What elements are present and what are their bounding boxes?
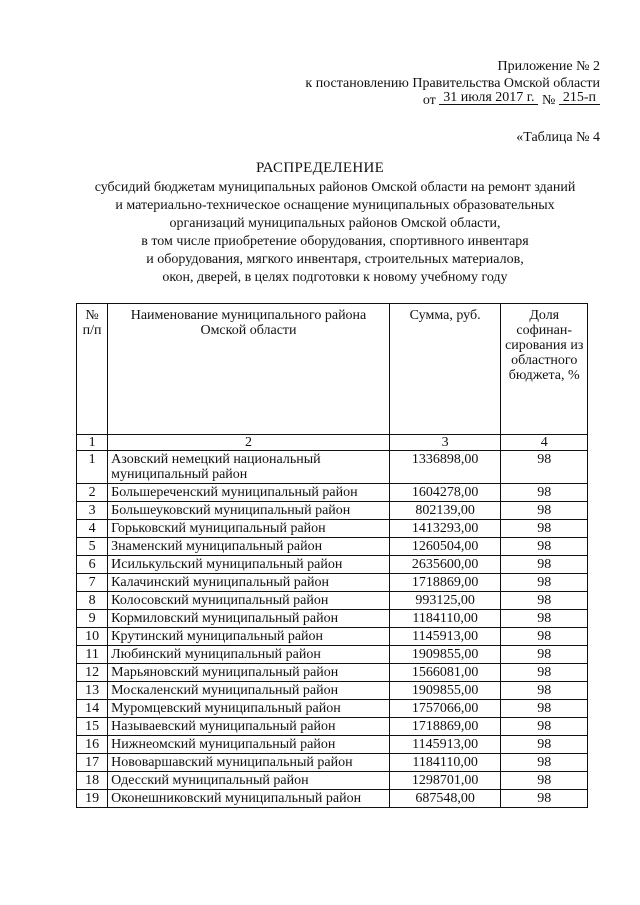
- row-number: 15: [77, 718, 108, 736]
- appendix-date-line: [305, 92, 600, 109]
- row-number: 13: [77, 682, 108, 700]
- table-body: [77, 451, 588, 808]
- row-number: 4: [77, 520, 108, 538]
- subsidy-sum: 1184110,00: [389, 754, 501, 772]
- document-title: РАСПРЕДЕЛЕНИЕ: [255, 160, 385, 176]
- subtitle-line: и оборудования, мягкого инвентаря, строительных материалов,: [146, 252, 524, 267]
- cofinancing-share: 98: [501, 592, 588, 610]
- district-name: Любинский муниципальный район: [108, 646, 390, 664]
- row-number: 8: [77, 592, 108, 610]
- row-number: 19: [77, 790, 108, 808]
- subsidy-sum: 802139,00: [389, 502, 501, 520]
- subsidy-sum: 993125,00: [389, 592, 501, 610]
- row-number: 1: [77, 451, 108, 484]
- appendix-block: [305, 58, 600, 109]
- table-row: [77, 502, 588, 520]
- row-number: 6: [77, 556, 108, 574]
- district-name: Называевский муниципальный район: [108, 718, 390, 736]
- district-name: Знаменский муниципальный район: [108, 538, 390, 556]
- cofinancing-share: 98: [501, 610, 588, 628]
- row-number: 2: [77, 484, 108, 502]
- district-name: Москаленский муниципальный район: [108, 682, 390, 700]
- table-row: [77, 790, 588, 808]
- row-number: 7: [77, 574, 108, 592]
- distribution-table: [76, 303, 588, 808]
- subsidy-sum: 687548,00: [389, 790, 501, 808]
- header-share: Доля софинан-сирования из областного бюджета, %: [501, 304, 588, 435]
- header-num: № п/п: [77, 304, 108, 435]
- index-cell: 2: [108, 435, 390, 451]
- table-row: [77, 574, 588, 592]
- cofinancing-share: 98: [501, 520, 588, 538]
- district-name: Нововаршавский муниципальный район: [108, 754, 390, 772]
- table-row: [77, 484, 588, 502]
- row-number: 3: [77, 502, 108, 520]
- subsidy-sum: 2635600,00: [389, 556, 501, 574]
- document-subtitle: [70, 179, 600, 287]
- row-number: 5: [77, 538, 108, 556]
- header-name: Наименование муниципального района Омской области: [108, 304, 390, 435]
- subsidy-sum: 1566081,00: [389, 664, 501, 682]
- table-header-row: [77, 304, 588, 435]
- district-name: Крутинский муниципальный район: [108, 628, 390, 646]
- cofinancing-share: 98: [501, 682, 588, 700]
- appendix-line-2: к постановлению Правительства Омской области: [305, 76, 600, 91]
- subsidy-sum: 1298701,00: [389, 772, 501, 790]
- district-name: Оконешниковский муниципальный район: [108, 790, 390, 808]
- table-row: [77, 718, 588, 736]
- table-row: [77, 556, 588, 574]
- header-sum: Сумма, руб.: [389, 304, 501, 435]
- table-row: [77, 610, 588, 628]
- cofinancing-share: 98: [501, 628, 588, 646]
- district-name: Марьяновский муниципальный район: [108, 664, 390, 682]
- subsidy-sum: 1757066,00: [389, 700, 501, 718]
- subtitle-line: и материально-техническое оснащение муниципальных образовательных: [115, 198, 555, 213]
- table-row: [77, 628, 588, 646]
- subsidy-sum: 1718869,00: [389, 718, 501, 736]
- cofinancing-share: 98: [501, 556, 588, 574]
- table-row: [77, 700, 588, 718]
- district-name: Кормиловский муниципальный район: [108, 610, 390, 628]
- cofinancing-share: 98: [501, 772, 588, 790]
- index-cell: 4: [501, 435, 588, 451]
- appendix-date-prefix: от: [422, 93, 436, 108]
- row-number: 9: [77, 610, 108, 628]
- table-row: [77, 646, 588, 664]
- table-row: [77, 754, 588, 772]
- subsidy-sum: 1909855,00: [389, 646, 501, 664]
- district-name: Горьковский муниципальный район: [108, 520, 390, 538]
- row-number: 10: [77, 628, 108, 646]
- cofinancing-share: 98: [501, 754, 588, 772]
- index-cell: 1: [77, 435, 108, 451]
- district-name: Большереченский муниципальный район: [108, 484, 390, 502]
- cofinancing-share: 98: [501, 502, 588, 520]
- subtitle-line: в том числе приобретение оборудования, спортивного инвентаря: [141, 234, 529, 249]
- cofinancing-share: 98: [501, 538, 588, 556]
- subsidy-sum: 1145913,00: [389, 736, 501, 754]
- district-name: Одесский муниципальный район: [108, 772, 390, 790]
- index-cell: 3: [389, 435, 501, 451]
- row-number: 11: [77, 646, 108, 664]
- table-row: [77, 772, 588, 790]
- district-name: Азовский немецкий национальный муниципальный район: [108, 451, 390, 484]
- cofinancing-share: 98: [501, 646, 588, 664]
- cofinancing-share: 98: [501, 451, 588, 484]
- subtitle-line: субсидий бюджетам муниципальных районов Омской области на ремонт зданий: [94, 180, 576, 195]
- district-name: Муромцевский муниципальный район: [108, 700, 390, 718]
- subsidy-sum: 1145913,00: [389, 628, 501, 646]
- table-row: [77, 736, 588, 754]
- appendix-number-prefix: №: [541, 93, 556, 108]
- table-row: [77, 592, 588, 610]
- subsidy-sum: 1413293,00: [389, 520, 501, 538]
- subsidy-sum: 1260504,00: [389, 538, 501, 556]
- column-index-row: [77, 435, 588, 451]
- subsidy-sum: 1184110,00: [389, 610, 501, 628]
- district-name: Исилькульский муниципальный район: [108, 556, 390, 574]
- row-number: 16: [77, 736, 108, 754]
- subsidy-sum: 1336898,00: [389, 451, 501, 484]
- table-row: [77, 538, 588, 556]
- district-name: Большеуковский муниципальный район: [108, 502, 390, 520]
- row-number: 18: [77, 772, 108, 790]
- table-row: [77, 451, 588, 484]
- cofinancing-share: 98: [501, 664, 588, 682]
- appendix-line-1: Приложение № 2: [497, 59, 600, 74]
- subtitle-line: организаций муниципальных районов Омской области,: [169, 216, 501, 231]
- cofinancing-share: 98: [501, 484, 588, 502]
- cofinancing-share: 98: [501, 718, 588, 736]
- cofinancing-share: 98: [501, 736, 588, 754]
- cofinancing-share: 98: [501, 790, 588, 808]
- cofinancing-share: 98: [501, 574, 588, 592]
- appendix-number: 215-п: [559, 91, 600, 105]
- table-row: [77, 682, 588, 700]
- subsidy-sum: 1718869,00: [389, 574, 501, 592]
- district-name: Колосовский муниципальный район: [108, 592, 390, 610]
- subsidy-sum: 1604278,00: [389, 484, 501, 502]
- subsidy-sum: 1909855,00: [389, 682, 501, 700]
- cofinancing-share: 98: [501, 700, 588, 718]
- district-name: Калачинский муниципальный район: [108, 574, 390, 592]
- row-number: 14: [77, 700, 108, 718]
- row-number: 12: [77, 664, 108, 682]
- appendix-date: 31 июля 2017 г.: [439, 91, 538, 105]
- row-number: 17: [77, 754, 108, 772]
- table-reference: «Таблица № 4: [516, 130, 600, 145]
- district-name: Нижнеомский муниципальный район: [108, 736, 390, 754]
- table-row: [77, 664, 588, 682]
- table-row: [77, 520, 588, 538]
- subtitle-line: окон, дверей, в целях подготовки к новому учебному году: [162, 270, 508, 285]
